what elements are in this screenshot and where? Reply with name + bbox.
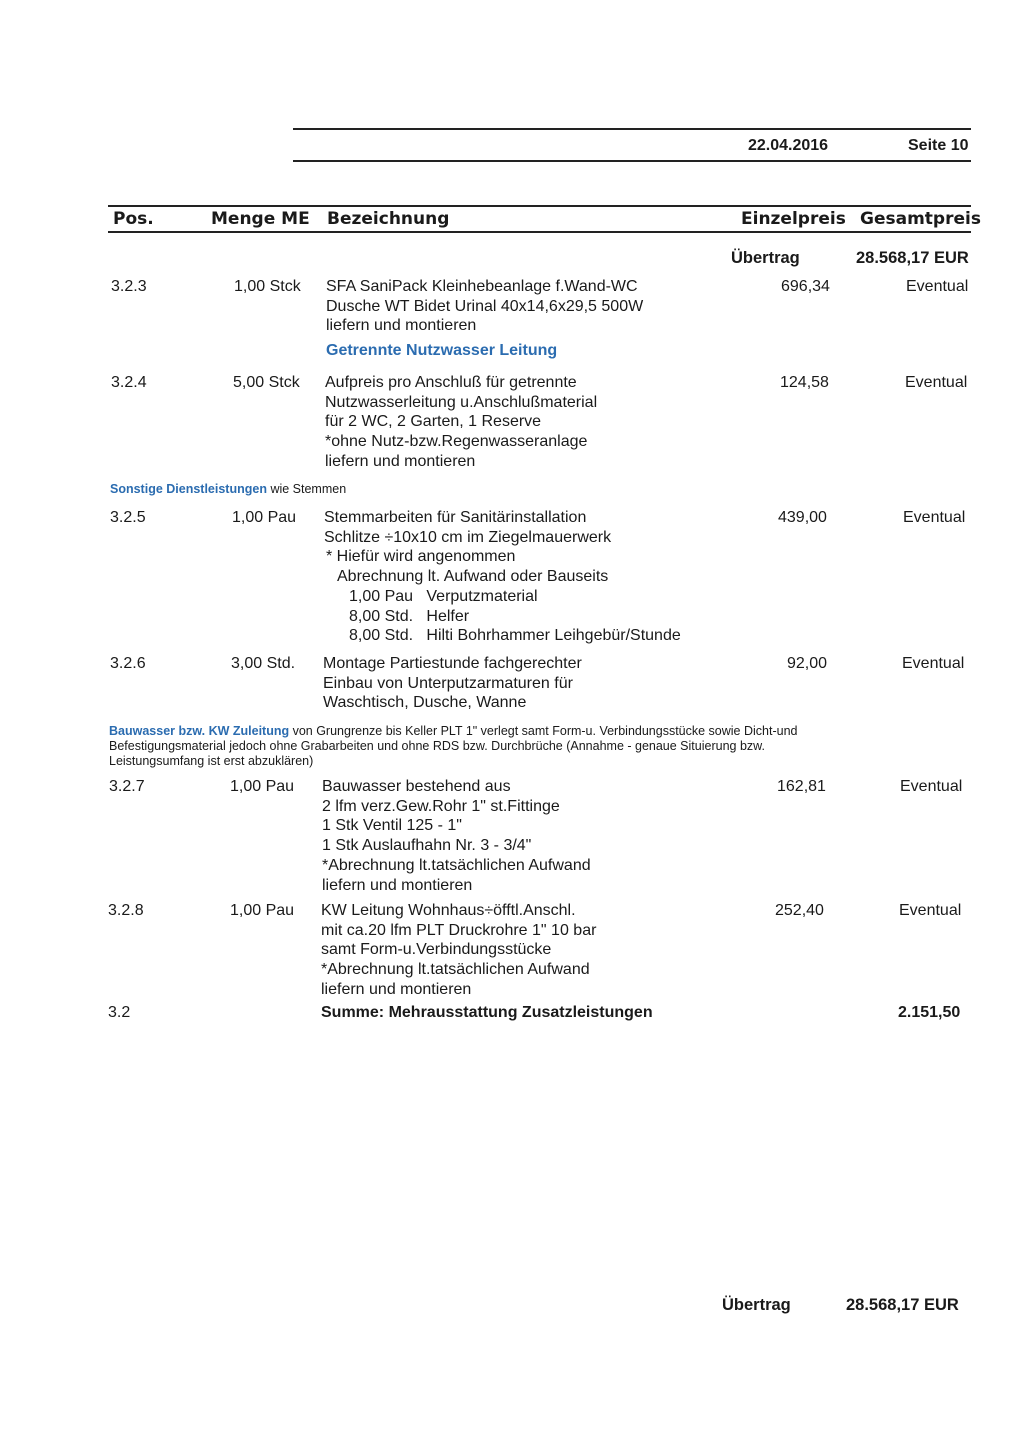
- item-description-line: *ohne Nutz-bzw.Regenwasseranlage: [325, 433, 588, 451]
- sum-label: Summe: Mehrausstattung Zusatzleistungen: [321, 1004, 653, 1021]
- item-description-line: Aufpreis pro Anschluß für getrennte: [325, 374, 577, 391]
- item-description-line: 1 Stk Ventil 125 - 1": [322, 817, 462, 835]
- column-header-pos: Pos.: [113, 209, 154, 229]
- item-unit-price: 696,34: [781, 278, 830, 295]
- item-pos: 3.2.6: [110, 655, 146, 672]
- item-description: [326, 277, 643, 336]
- item-description-line: Nutzwasserleitung u.Anschlußmaterial: [325, 393, 598, 411]
- item-pos: 3.2.8: [108, 902, 144, 919]
- item-description: [322, 777, 591, 895]
- carry-over-amount-bottom: 28.568,17 EUR: [846, 1296, 959, 1314]
- item-description: [321, 901, 596, 1000]
- item-description-line: Schlitze ÷10x10 cm im Ziegelmauerwerk: [324, 528, 612, 546]
- item-description-line: Stemmarbeiten für Sanitärinstallation: [324, 509, 587, 526]
- item-description-line: Montage Partiestunde fachgerechter: [323, 655, 582, 672]
- item-description-line: 1 Stk Auslaufhahn Nr. 3 - 3/4": [322, 837, 532, 855]
- item-quantity: 1,00 Stck: [234, 278, 301, 295]
- columns-bottom-rule: [108, 231, 971, 233]
- item-pos: 3.2.5: [110, 509, 146, 526]
- item-unit-price: 162,81: [777, 778, 826, 795]
- item-quantity: 1,00 Pau: [232, 509, 297, 526]
- item-total: Eventual: [906, 278, 969, 295]
- item-pos: 3.2.7: [109, 778, 145, 795]
- section-heading-rest: von Grungrenze bis Keller PLT 1" verlegt samt Form-u. Verbindungsstücke sowie Dicht-und: [289, 724, 798, 738]
- item-description: [323, 654, 582, 713]
- item-description: [325, 373, 597, 472]
- item-description-line: 1,00 Pau Verputzmaterial: [349, 587, 538, 605]
- item-quantity: 5,00 Stck: [233, 374, 300, 391]
- item-description-line: liefern und montieren: [321, 980, 472, 998]
- page-number: Seite 10: [908, 137, 969, 154]
- item-description-line: KW Leitung Wohnhaus÷öfftl.Anschl.: [321, 902, 576, 919]
- item-description-line: 8,00 Std. Hilti Bohrhammer Leihgebür/Stunde: [349, 627, 681, 645]
- item-description-line: Dusche WT Bidet Urinal 40x14,6x29,5 500W: [326, 297, 644, 315]
- item-description-line: für 2 WC, 2 Garten, 1 Reserve: [325, 413, 542, 431]
- item-description-line: liefern und montieren: [326, 317, 477, 335]
- item-unit-price: 124,58: [780, 374, 829, 391]
- item-description-line: liefern und montieren: [325, 452, 476, 470]
- subheading-nutzwasser: Getrennte Nutzwasser Leitung: [326, 342, 558, 359]
- item-description-line: Abrechnung lt. Aufwand oder Bauseits: [337, 568, 609, 586]
- carry-over-label-bottom: Übertrag: [722, 1296, 791, 1314]
- section-text-line: Befestigungsmaterial jedoch ohne Grabarbeiten und ohne RDS bzw. Durchbrüche (Annahme - genaue Situierung bzw.: [109, 739, 765, 753]
- item-pos: 3.2.3: [111, 278, 147, 295]
- item-description-line: Bauwasser bestehend aus: [322, 778, 511, 795]
- section-text-line: [109, 724, 797, 739]
- section-heading-bauwasser: [109, 724, 797, 769]
- item-total: Eventual: [902, 655, 965, 672]
- item-total: Eventual: [900, 778, 963, 795]
- header-top-rule: [293, 128, 971, 130]
- item-unit-price: 92,00: [787, 655, 828, 672]
- sum-amount: 2.151,50: [898, 1004, 961, 1021]
- item-description-line: samt Form-u.Verbindungsstücke: [321, 941, 552, 959]
- item-description-line: 2 lfm verz.Gew.Rohr 1" st.Fittinge: [322, 797, 560, 815]
- document-date: 22.04.2016: [748, 137, 829, 154]
- item-description-line: liefern und montieren: [322, 876, 473, 894]
- item-description-line: mit ca.20 lfm PLT Druckrohre 1" 10 bar: [321, 921, 597, 939]
- column-header-einzelpreis: Einzelpreis: [741, 209, 846, 229]
- header-bottom-rule: [293, 160, 971, 162]
- item-total: Eventual: [905, 374, 968, 391]
- section-heading-sonstige: [110, 482, 346, 497]
- carry-over-label-top: Übertrag: [731, 249, 800, 267]
- item-quantity: 3,00 Std.: [231, 655, 296, 672]
- item-total: Eventual: [903, 509, 966, 526]
- item-description-line: * Hiefür wird angenommen: [326, 548, 516, 566]
- item-description-line: Einbau von Unterputzarmaturen für: [323, 674, 573, 692]
- item-description-line: 8,00 Std. Helfer: [349, 607, 470, 625]
- item-description-line: SFA SaniPack Kleinhebeanlage f.Wand-WC: [326, 278, 638, 295]
- section-text-line: Leistungsumfang ist erst abzuklären): [109, 754, 314, 768]
- item-description-line: *Abrechnung lt.tatsächlichen Aufwand: [321, 961, 590, 979]
- item-total: Eventual: [899, 902, 962, 919]
- column-header-bezeichnung: Bezeichnung: [327, 209, 450, 229]
- item-description-line: *Abrechnung lt.tatsächlichen Aufwand: [322, 856, 591, 874]
- section-heading-rest: wie Stemmen: [266, 482, 347, 496]
- item-unit-price: 252,40: [775, 902, 824, 919]
- section-heading-highlight: Sonstige Dienstleistungen: [110, 482, 267, 496]
- item-quantity: 1,00 Pau: [230, 902, 295, 919]
- item-unit-price: 439,00: [778, 509, 827, 526]
- item-pos: 3.2.4: [111, 374, 147, 391]
- columns-top-rule: [108, 205, 971, 207]
- item-description: [324, 508, 681, 646]
- item-quantity: 1,00 Pau: [230, 778, 295, 795]
- column-header-gesamtpreis: Gesamtpreis: [860, 209, 981, 229]
- section-heading-highlight: Bauwasser bzw. KW Zuleitung: [109, 724, 290, 738]
- column-header-menge: Menge ME: [211, 209, 310, 229]
- sum-pos: 3.2: [108, 1004, 131, 1021]
- carry-over-amount-top: 28.568,17 EUR: [856, 249, 969, 267]
- item-description-line: Waschtisch, Dusche, Wanne: [323, 694, 527, 712]
